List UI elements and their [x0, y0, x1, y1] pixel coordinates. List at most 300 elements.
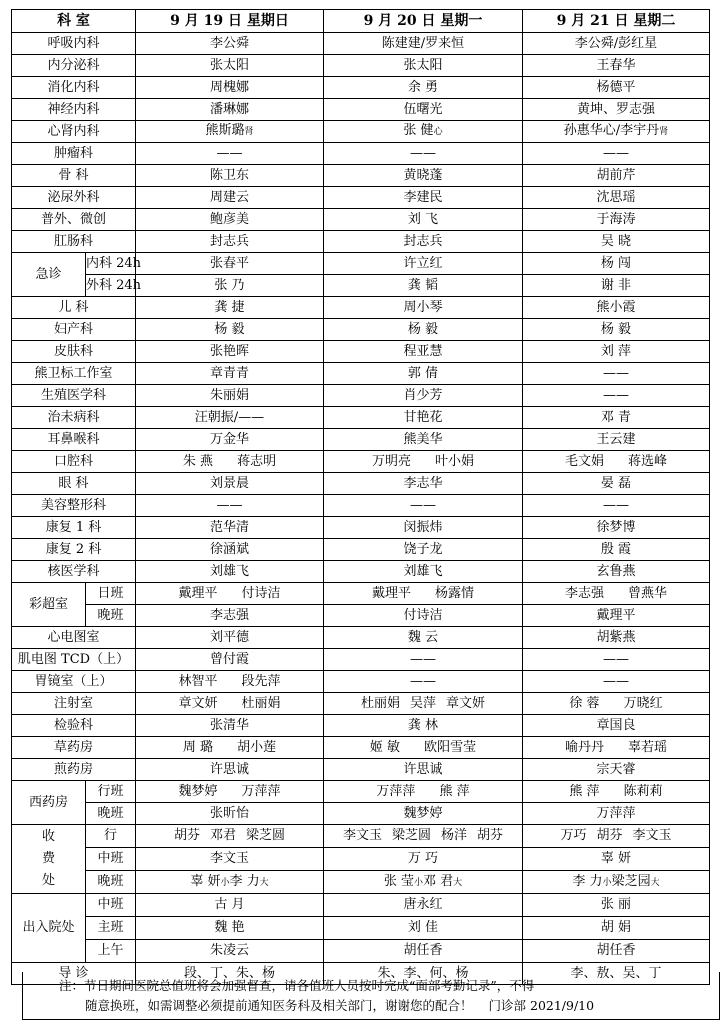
dept-row	[12, 209, 710, 231]
person-name: 徐 蓉	[569, 695, 600, 711]
person-name: 张太阳	[403, 57, 443, 73]
dept-name: 生殖医学科	[12, 385, 136, 407]
person-name: 万萍萍	[596, 805, 636, 821]
dept-row	[12, 341, 710, 363]
dept-subrow	[12, 253, 710, 275]
person-name: 杨 闯	[600, 255, 632, 271]
duty-day3	[523, 121, 710, 143]
dept-name: 心肾内科	[12, 121, 136, 143]
shift-suffix: 小	[220, 877, 230, 888]
duty-day2	[324, 737, 523, 759]
dept-subrow	[12, 940, 710, 963]
duty-day1	[136, 759, 324, 781]
person-name: 魏梦婷	[178, 783, 218, 799]
person-name: 陈卫东	[209, 167, 249, 183]
person-name: 张 莹	[383, 873, 414, 889]
duty-day1	[136, 187, 324, 209]
dept-name: 治未病科	[12, 407, 136, 429]
duty-day1	[136, 848, 324, 871]
shift-suffix: 大	[259, 877, 269, 888]
duty-day3	[523, 451, 710, 473]
person-name: 鲍彦美	[209, 211, 249, 227]
person-name: 潘琳娜	[209, 101, 249, 117]
duty-day1	[136, 495, 324, 517]
person-name: ——	[410, 651, 436, 667]
person-name: 殷 霞	[600, 541, 632, 557]
person-name: 章文妍	[446, 695, 486, 711]
person-name: 周 璐	[182, 739, 214, 755]
person-name: 甘艳花	[403, 409, 443, 425]
duty-day2	[324, 561, 523, 583]
dept-name: 康复 2 科	[12, 539, 136, 561]
shift-label: 外科 24h	[86, 275, 136, 297]
shift-label: 主班	[86, 917, 136, 940]
duty-day3	[523, 495, 710, 517]
person-name: 邓 青	[600, 409, 632, 425]
duty-day2	[324, 495, 523, 517]
person-name: 周小琴	[403, 299, 443, 315]
dept-name: 呼吸内科	[12, 33, 136, 55]
duty-day1	[136, 825, 324, 848]
person-name: 邓 君	[423, 873, 454, 889]
person-name: 刘雄飞	[403, 563, 443, 579]
dept-subrow	[12, 803, 710, 825]
person-name: ——	[603, 497, 629, 513]
person-name: 李建民	[403, 189, 443, 205]
person-name: 姬 敏	[369, 739, 401, 755]
dept-subrow	[12, 605, 710, 627]
duty-day3	[523, 848, 710, 871]
person-name: 朱丽娟	[209, 387, 249, 403]
person-name: 龚 林	[407, 717, 439, 733]
person-name: 吴 晓	[600, 233, 632, 249]
duty-day3	[523, 297, 710, 319]
duty-day3	[523, 917, 710, 940]
dept-name: 神经内科	[12, 99, 136, 121]
duty-day1	[136, 99, 324, 121]
duty-day2	[324, 33, 523, 55]
dept-row	[12, 671, 710, 693]
duty-day2	[324, 848, 523, 871]
person-name: 辜若瑶	[628, 739, 668, 755]
duty-day1	[136, 871, 324, 894]
shift-label: 行	[86, 825, 136, 848]
duty-day2	[324, 917, 523, 940]
duty-day2	[324, 99, 523, 121]
duty-day1	[136, 319, 324, 341]
dept-group-name: 急诊	[12, 253, 86, 297]
duty-day2	[324, 715, 523, 737]
person-name: 张 乃	[214, 277, 245, 293]
person-name: 杨 毅	[600, 321, 632, 337]
person-name: 封志兵	[403, 233, 443, 249]
person-name: 章文妍	[178, 695, 218, 711]
person-name: 章国良	[596, 717, 636, 733]
duty-day2	[324, 649, 523, 671]
person-name: 李、敖、吴、丁	[570, 965, 662, 981]
duty-day2	[324, 671, 523, 693]
dept-name: 核医学科	[12, 561, 136, 583]
person-name: 张春平	[209, 255, 249, 271]
person-name: 胡任香	[596, 943, 636, 958]
dept-row	[12, 429, 710, 451]
person-name: 闵振炜	[403, 519, 443, 535]
dept-row	[12, 737, 710, 759]
person-name: 杨露情	[435, 585, 475, 601]
note-line-2	[23, 996, 719, 1016]
duty-day3	[523, 605, 710, 627]
header-day3: 9 月 21 日 星期二	[523, 10, 710, 33]
person-name: 唐永红	[403, 897, 443, 912]
dept-row	[12, 33, 710, 55]
dept-row	[12, 231, 710, 253]
duty-day1	[136, 917, 324, 940]
dept-name: 耳鼻喉科	[12, 429, 136, 451]
person-name: 张艳晖	[209, 343, 249, 359]
person-name: 刘 萍	[600, 343, 632, 359]
person-name: 张清华	[209, 717, 249, 733]
duty-day2	[324, 363, 523, 385]
duty-day2	[324, 803, 523, 825]
person-name: 杨 毅	[214, 321, 245, 337]
person-name: 胡前芹	[596, 167, 636, 183]
person-name: 宗天睿	[596, 761, 636, 777]
dept-name: 煎药房	[12, 759, 136, 781]
person-name: 辜 妍	[600, 851, 632, 866]
duty-day2	[324, 473, 523, 495]
shift-suffix: 心	[433, 127, 443, 137]
duty-day1	[136, 894, 324, 917]
duty-day1	[136, 429, 324, 451]
dept-name: 眼 科	[12, 473, 136, 495]
duty-day1	[136, 55, 324, 77]
duty-day2	[324, 77, 523, 99]
person-name: 杨德平	[596, 79, 636, 95]
duty-day3	[523, 539, 710, 561]
dept-row	[12, 715, 710, 737]
person-name: 晏 磊	[600, 475, 632, 491]
person-name: 杜丽娟	[241, 695, 281, 711]
person-name: 古 月	[214, 897, 245, 912]
person-name: 朱、李、何、杨	[377, 965, 469, 981]
person-name: 李志强	[564, 585, 604, 601]
note-line-2-text: 随意换班，如需调整必须提前通知医务科及相关部门，谢谢您的配合！	[85, 998, 473, 1013]
dept-name: 口腔科	[12, 451, 136, 473]
duty-day3	[523, 940, 710, 963]
person-name: 梁芝圆	[246, 828, 286, 843]
duty-day2	[324, 385, 523, 407]
header-row	[12, 10, 710, 33]
shift-label: 晚班	[86, 803, 136, 825]
dept-name: 妇产科	[12, 319, 136, 341]
person-name: 黄坤、罗志强	[576, 101, 655, 117]
dept-row	[12, 451, 710, 473]
person-name: ——	[603, 365, 629, 381]
person-name: 胡 娟	[600, 920, 632, 935]
duty-day1	[136, 77, 324, 99]
duty-day3	[523, 385, 710, 407]
dept-name: 泌尿外科	[12, 187, 136, 209]
duty-day2	[324, 121, 523, 143]
person-name: 刘景晨	[209, 475, 249, 491]
person-name: 张 丽	[600, 897, 632, 912]
person-name: 龚 韬	[407, 277, 439, 293]
duty-day1	[136, 737, 324, 759]
person-name: 熊美华	[403, 431, 443, 447]
person-name: 余 勇	[407, 79, 439, 95]
dept-subrow	[12, 275, 710, 297]
dept-subrow	[12, 848, 710, 871]
person-name: ——	[216, 497, 243, 513]
person-name: 范华清	[209, 519, 249, 535]
duty-day3	[523, 894, 710, 917]
dept-row	[12, 759, 710, 781]
dept-row	[12, 517, 710, 539]
person-name: 刘雄飞	[209, 563, 249, 579]
duty-day1	[136, 539, 324, 561]
person-name: 李 力	[229, 873, 260, 889]
dept-subrow	[12, 871, 710, 894]
person-name: 黄晓蓬	[403, 167, 443, 183]
duty-day1	[136, 165, 324, 187]
duty-day2	[324, 627, 523, 649]
duty-day3	[523, 715, 710, 737]
dept-row	[12, 363, 710, 385]
duty-day2	[324, 55, 523, 77]
person-name: 张 健	[403, 123, 434, 138]
duty-day2	[324, 759, 523, 781]
person-name: 蒋选峰	[628, 453, 668, 469]
person-name: 陈建建/罗来恒	[381, 35, 465, 51]
person-name: ——	[216, 145, 243, 161]
duty-day3	[523, 825, 710, 848]
person-name: 玄鲁燕	[596, 563, 636, 579]
note-stamp: 门诊部 2021/9/10	[488, 998, 595, 1013]
shift-label: 晚班	[86, 605, 136, 627]
dept-row	[12, 99, 710, 121]
person-name: 张太阳	[209, 57, 249, 73]
duty-day2	[324, 143, 523, 165]
person-name: ——	[603, 673, 629, 689]
duty-day1	[136, 341, 324, 363]
person-name: 胡芬	[173, 828, 200, 843]
duty-day1	[136, 253, 324, 275]
person-name: 许思诚	[209, 761, 249, 777]
shift-suffix: 小	[602, 877, 612, 888]
dept-name: 肛肠科	[12, 231, 136, 253]
person-name: 欧阳雪莹	[424, 739, 477, 755]
duty-day1	[136, 385, 324, 407]
person-name: 万萍萍	[241, 783, 281, 799]
shift-label: 内科 24h	[86, 253, 136, 275]
duty-day1	[136, 940, 324, 963]
person-name: 谢 非	[600, 277, 632, 293]
person-name: 徐涵斌	[209, 541, 249, 557]
person-name: 孙惠华心/李宇丹	[563, 123, 660, 138]
person-name: 戴理平	[596, 607, 636, 623]
person-name: 伍曙光	[403, 101, 443, 117]
person-name: 程亚慧	[403, 343, 443, 359]
dept-row	[12, 539, 710, 561]
person-name: 汪朝振/——	[194, 409, 265, 425]
person-name: 周槐娜	[209, 79, 249, 95]
duty-day1	[136, 605, 324, 627]
duty-day3	[523, 429, 710, 451]
dept-subrow	[12, 825, 710, 848]
schedule-body	[12, 10, 710, 985]
person-name: 熊 萍	[439, 783, 470, 799]
person-name: ——	[410, 673, 436, 689]
duty-day3	[523, 561, 710, 583]
dept-row	[12, 693, 710, 715]
person-name: 李文玉	[632, 828, 672, 843]
duty-day3	[523, 143, 710, 165]
person-name: 李 力	[572, 873, 603, 889]
dept-group-name: 西药房	[12, 781, 86, 825]
person-name: 郭 倩	[407, 365, 439, 381]
duty-day2	[324, 605, 523, 627]
duty-day3	[523, 407, 710, 429]
duty-day3	[523, 671, 710, 693]
person-name: 周建云	[209, 189, 249, 205]
duty-day2	[324, 940, 523, 963]
person-name: 朱凌云	[209, 943, 249, 958]
person-name: 熊 萍	[569, 783, 600, 799]
duty-day3	[523, 871, 710, 894]
duty-day2	[324, 781, 523, 803]
person-name: 李公舜/彭红星	[574, 35, 658, 51]
person-name: 万 巧	[407, 851, 439, 866]
duty-day3	[523, 253, 710, 275]
person-name: 梁芝圆	[391, 828, 431, 843]
person-name: 曾燕华	[628, 585, 668, 601]
dept-name: 普外、微创	[12, 209, 136, 231]
duty-day3	[523, 649, 710, 671]
duty-day3	[523, 341, 710, 363]
dept-name: 美容整形科	[12, 495, 136, 517]
dept-name: 胃镜室（上）	[12, 671, 136, 693]
shift-label: 上午	[86, 940, 136, 963]
dept-name: 康复 1 科	[12, 517, 136, 539]
person-name: 魏 云	[407, 629, 439, 645]
duty-day2	[324, 209, 523, 231]
person-name: 李志华	[403, 475, 443, 491]
person-name: 龚 捷	[214, 299, 245, 315]
person-name: 饶子龙	[403, 541, 443, 557]
dept-row	[12, 319, 710, 341]
dept-subrow	[12, 894, 710, 917]
duty-day3	[523, 99, 710, 121]
duty-day2	[324, 693, 523, 715]
dept-name: 骨 科	[12, 165, 136, 187]
duty-day3	[523, 231, 710, 253]
header-day2: 9 月 20 日 星期一	[324, 10, 523, 33]
shift-label: 中班	[86, 894, 136, 917]
person-name: 李公舜	[209, 35, 249, 51]
person-name: 曾付霞	[209, 651, 249, 667]
duty-day2	[324, 341, 523, 363]
duty-day1	[136, 275, 324, 297]
person-name: 陈莉莉	[623, 783, 663, 799]
person-name: 刘平德	[209, 629, 249, 645]
duty-day1	[136, 803, 324, 825]
person-name: 毛文娟	[564, 453, 604, 469]
person-name: 杨 毅	[407, 321, 439, 337]
duty-day3	[523, 693, 710, 715]
dept-row	[12, 627, 710, 649]
person-name: 邓君	[209, 828, 236, 843]
duty-day1	[136, 517, 324, 539]
dept-group-char: 费	[41, 851, 55, 866]
duty-day1	[136, 649, 324, 671]
schedule-page	[11, 9, 709, 1013]
person-name: 万金华	[209, 431, 249, 447]
person-name: 章青青	[209, 365, 249, 381]
person-name: 万明亮	[371, 453, 411, 469]
duty-day2	[324, 583, 523, 605]
person-name: ——	[410, 145, 436, 161]
shift-suffix: 大	[453, 877, 463, 888]
person-name: 朱 燕	[182, 453, 214, 469]
duty-day3	[523, 33, 710, 55]
duty-day2	[324, 231, 523, 253]
person-name: 杨洋	[441, 828, 468, 843]
person-name: ——	[603, 651, 629, 667]
duty-day1	[136, 231, 324, 253]
dept-name: 消化内科	[12, 77, 136, 99]
dept-row	[12, 143, 710, 165]
duty-day1	[136, 627, 324, 649]
duty-day2	[324, 165, 523, 187]
duty-day1	[136, 561, 324, 583]
person-name: 林智平	[178, 673, 218, 689]
duty-day3	[523, 319, 710, 341]
duty-day2	[324, 451, 523, 473]
dept-row	[12, 561, 710, 583]
person-name: 胡紫燕	[596, 629, 636, 645]
person-name: 熊斯璐	[205, 123, 245, 138]
person-name: 付诗洁	[403, 607, 443, 623]
dept-group-name	[12, 825, 86, 894]
duty-day3	[523, 363, 710, 385]
shift-suffix: 大	[650, 877, 660, 888]
shift-label: 行班	[86, 781, 136, 803]
dept-row	[12, 187, 710, 209]
duty-day2	[324, 517, 523, 539]
duty-day2	[324, 429, 523, 451]
person-name: 万萍萍	[376, 783, 416, 799]
dept-subrow	[12, 917, 710, 940]
person-name: ——	[603, 145, 629, 161]
person-name: 李志强	[209, 607, 249, 623]
person-name: 许思诚	[403, 761, 443, 777]
person-name: 万巧	[560, 828, 587, 843]
dept-name: 肿瘤科	[12, 143, 136, 165]
person-name: 梁芝园	[611, 873, 651, 889]
duty-day2	[324, 275, 523, 297]
duty-day2	[324, 871, 523, 894]
person-name: 杜丽娟	[360, 695, 400, 711]
person-name: 喻丹丹	[564, 739, 604, 755]
dept-row	[12, 473, 710, 495]
dept-row	[12, 165, 710, 187]
person-name: ——	[603, 387, 629, 403]
duty-day2	[324, 253, 523, 275]
dept-subrow	[12, 583, 710, 605]
dept-row	[12, 495, 710, 517]
duty-day1	[136, 693, 324, 715]
person-name: 徐梦博	[596, 519, 636, 535]
